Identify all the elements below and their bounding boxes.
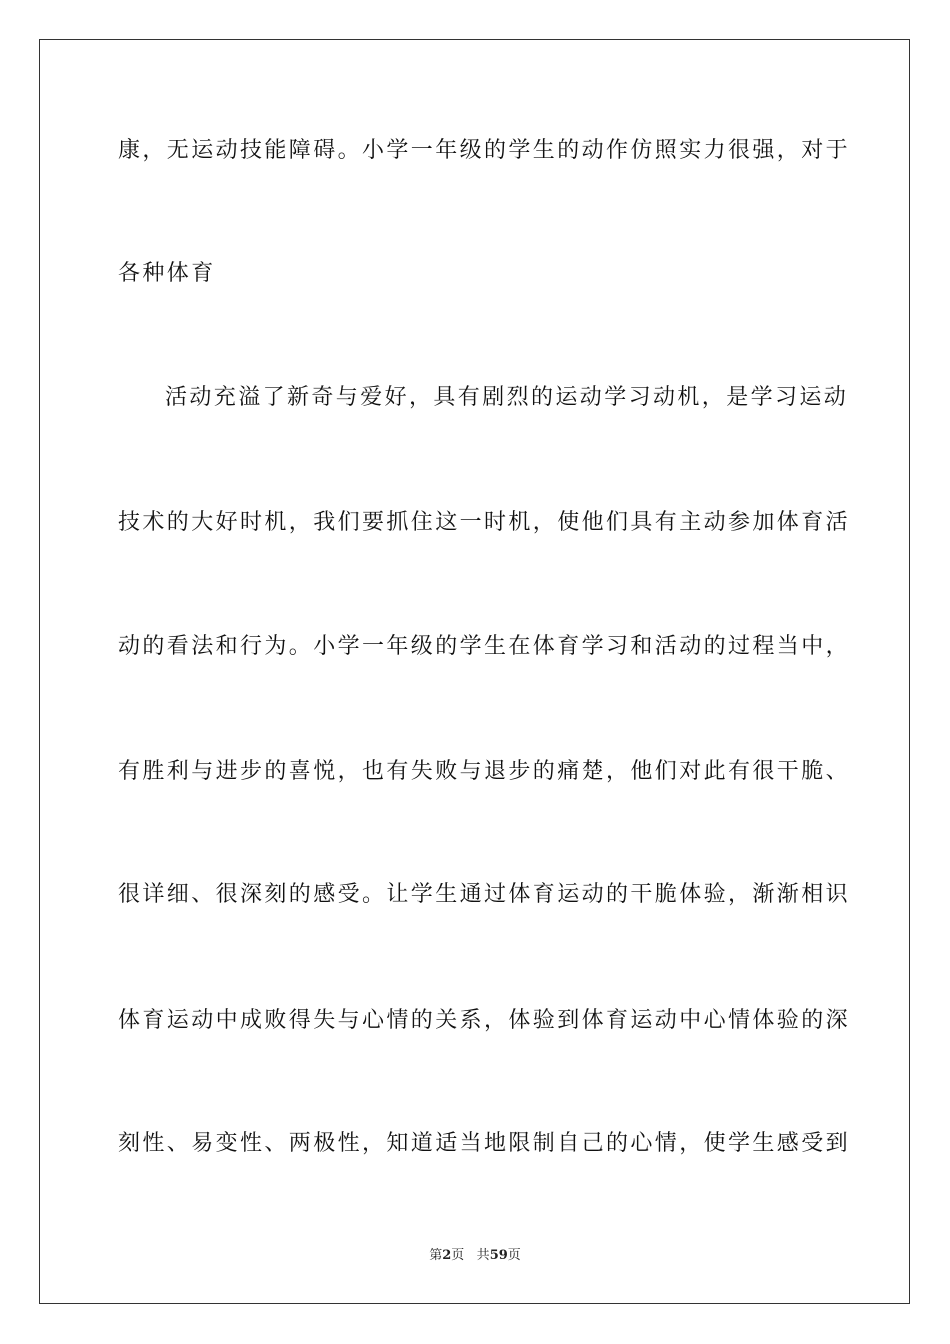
text-line-9: 刻性、易变性、两极性，知道适当地限制自己的心情，使学生感受到 [118, 1131, 851, 1156]
text-line-1: 康，无运动技能障碍。小学一年级的学生的动作仿照实力很强，对于 [118, 138, 851, 163]
page-frame [39, 39, 910, 1304]
text-line-7: 很详细、很深刻的感受。让学生通过体育运动的干脆体验，渐渐相识 [118, 882, 851, 907]
page-footer [0, 1247, 950, 1265]
footer-total-suffix: 页 [507, 1248, 521, 1263]
text-line-5: 动的看法和行为。小学一年级的学生在体育学习和活动的过程当中， [118, 634, 851, 659]
text-line-6: 有胜利与进步的喜悦，也有失败与退步的痛楚，他们对此有很干脆、 [118, 759, 851, 784]
footer-page-number: 2 [442, 1248, 452, 1263]
footer-total-pages: 59 [489, 1248, 508, 1263]
footer-separator [464, 1248, 476, 1263]
text-line-4: 技术的大好时机，我们要抓住这一时机，使他们具有主动参加体育活 [118, 510, 851, 535]
text-line-2: 各种体育 [118, 261, 216, 286]
text-line-8: 体育运动中成败得失与心情的关系，体验到体育运动中心情体验的深 [118, 1008, 851, 1033]
text-line-3: 活动充溢了新奇与爱好，具有剧烈的运动学习动机，是学习运动 [165, 385, 849, 410]
footer-page-suffix: 页 [451, 1248, 465, 1263]
footer-total-prefix: 共 [476, 1248, 490, 1263]
footer-prefix: 第 [429, 1248, 443, 1263]
